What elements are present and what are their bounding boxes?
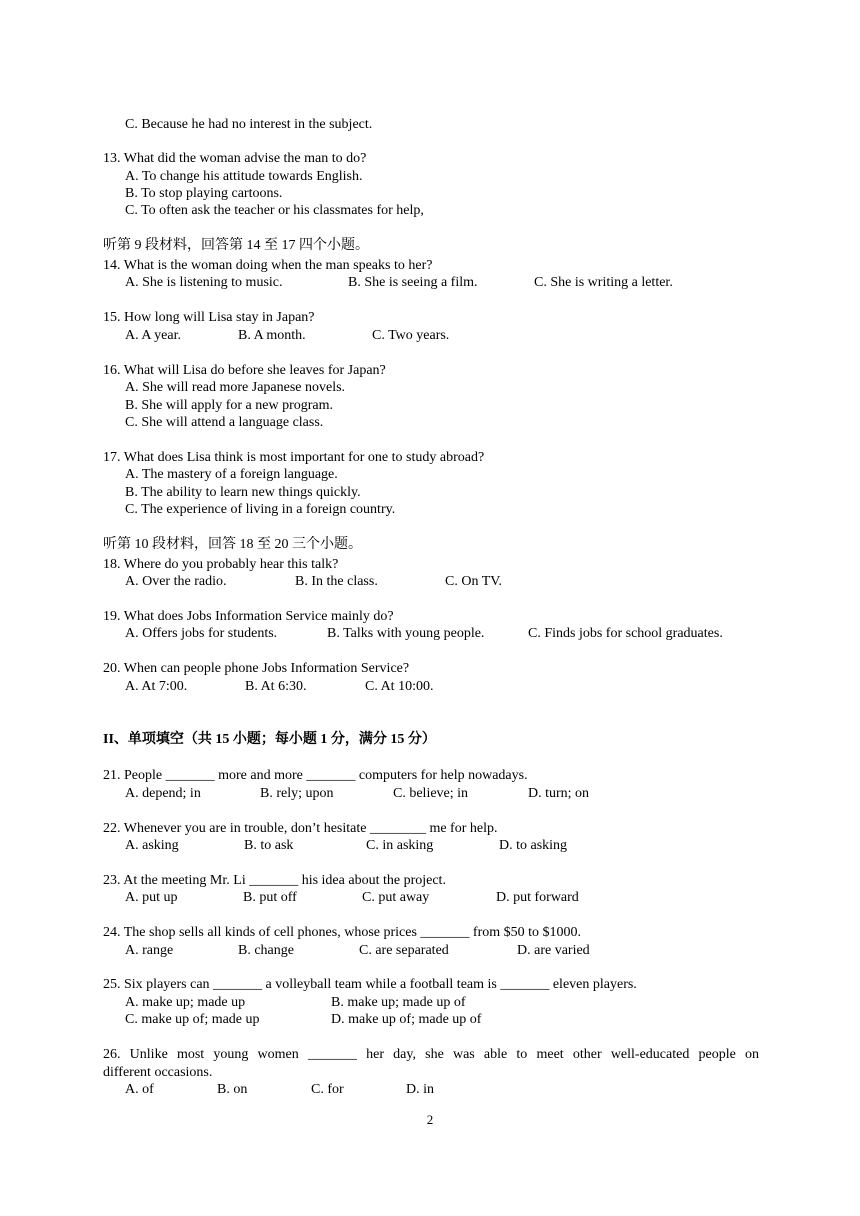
option-text: D. to asking bbox=[499, 838, 568, 853]
question-text: 13. What did the woman advise the man to do? bbox=[103, 151, 367, 166]
question-text: 22. Whenever you are in trouble, don’t hesitate ________ me for help. bbox=[103, 821, 498, 836]
option-text: B. make up; made up of bbox=[331, 995, 466, 1010]
question-text: 17. What does Lisa think is most important for one to study abroad? bbox=[103, 450, 485, 465]
option-text: C. Because he had no interest in the subject. bbox=[125, 117, 373, 132]
option-text: A. make up; made up bbox=[125, 995, 246, 1010]
option-text: B. To stop playing cartoons. bbox=[125, 186, 283, 201]
option-text: A. of bbox=[125, 1082, 154, 1097]
option-text: A. At 7:00. bbox=[125, 679, 188, 694]
option-text: C. Finds jobs for school graduates. bbox=[528, 626, 723, 641]
option-text: B. In the class. bbox=[295, 574, 378, 589]
option-text: C. She is writing a letter. bbox=[534, 275, 673, 290]
option-text: A. The mastery of a foreign language. bbox=[125, 467, 338, 482]
option-text: A. She is listening to music. bbox=[125, 275, 283, 290]
option-text: C. At 10:00. bbox=[365, 679, 434, 694]
option-text: A. Over the radio. bbox=[125, 574, 227, 589]
question-text: 19. What does Jobs Information Service mainly do? bbox=[103, 609, 394, 624]
option-text: C. To often ask the teacher or his classmates for help, bbox=[125, 203, 424, 218]
question-text: 16. What will Lisa do before she leaves for Japan? bbox=[103, 363, 386, 378]
question-text: 15. How long will Lisa stay in Japan? bbox=[103, 310, 315, 325]
question-text: 24. The shop sells all kinds of cell phones, whose prices _______ from $50 to $1000. bbox=[103, 925, 582, 940]
option-text: A. Offers jobs for students. bbox=[125, 626, 278, 641]
option-text: B. She will apply for a new program. bbox=[125, 398, 334, 413]
option-text: A. A year. bbox=[125, 328, 181, 343]
question-text: 18. Where do you probably hear this talk? bbox=[103, 557, 339, 572]
option-text: D. turn; on bbox=[528, 786, 590, 801]
option-text: C. believe; in bbox=[393, 786, 469, 801]
option-text: A. She will read more Japanese novels. bbox=[125, 380, 346, 395]
question-text: 25. Six players can _______ a volleyball team while a football team is _______ eleven players. bbox=[103, 977, 637, 992]
question-text: 21. People _______ more and more _______ computers for help nowadays. bbox=[103, 768, 528, 783]
option-text: C. She will attend a language class. bbox=[125, 415, 324, 430]
option-text: C. Two years. bbox=[372, 328, 450, 343]
section-instruction: 听第 9 段材料，回答第 14 至 17 四个小题。 bbox=[103, 238, 369, 253]
option-text: B. change bbox=[238, 943, 294, 958]
option-text: A. range bbox=[125, 943, 174, 958]
option-text: C. for bbox=[311, 1082, 344, 1097]
section-instruction: 听第 10 段材料，回答 18 至 20 三个小题。 bbox=[103, 537, 362, 552]
section-heading: II、单项填空（共 15 小题；每小题 1 分，满分 15 分） bbox=[103, 732, 436, 747]
option-text: B. Talks with young people. bbox=[327, 626, 485, 641]
option-text: B. put off bbox=[243, 890, 297, 905]
option-text: B. rely; upon bbox=[260, 786, 334, 801]
option-text: C. On TV. bbox=[445, 574, 503, 589]
option-text: C. make up of; made up bbox=[125, 1012, 260, 1027]
question-text: 14. What is the woman doing when the man speaks to her? bbox=[103, 258, 433, 273]
option-text: B. At 6:30. bbox=[245, 679, 307, 694]
option-text: C. are separated bbox=[359, 943, 449, 958]
option-text: D. in bbox=[406, 1082, 434, 1097]
option-text: C. The experience of living in a foreign country. bbox=[125, 502, 396, 517]
question-text: 26. Unlike most young women _______ her day, she was able to meet other well-educated people on bbox=[103, 1047, 759, 1062]
option-text: D. make up of; made up of bbox=[331, 1012, 482, 1027]
option-text: A. depend; in bbox=[125, 786, 201, 801]
question-text-continued: different occasions. bbox=[103, 1065, 213, 1080]
question-text: 23. At the meeting Mr. Li _______ his idea about the project. bbox=[103, 873, 446, 888]
option-text: B. on bbox=[217, 1082, 248, 1097]
option-text: A. put up bbox=[125, 890, 178, 905]
option-text: C. put away bbox=[362, 890, 430, 905]
question-text: 20. When can people phone Jobs Information Service? bbox=[103, 661, 410, 676]
option-text: D. put forward bbox=[496, 890, 579, 905]
option-text: B. She is seeing a film. bbox=[348, 275, 478, 290]
option-text: B. to ask bbox=[244, 838, 294, 853]
option-text: A. To change his attitude towards English. bbox=[125, 169, 363, 184]
option-text: A. asking bbox=[125, 838, 179, 853]
option-text: D. are varied bbox=[517, 943, 590, 958]
option-text: B. A month. bbox=[238, 328, 306, 343]
page-number: 2 bbox=[426, 1112, 434, 1127]
option-text: C. in asking bbox=[366, 838, 434, 853]
option-text: B. The ability to learn new things quickly. bbox=[125, 485, 361, 500]
